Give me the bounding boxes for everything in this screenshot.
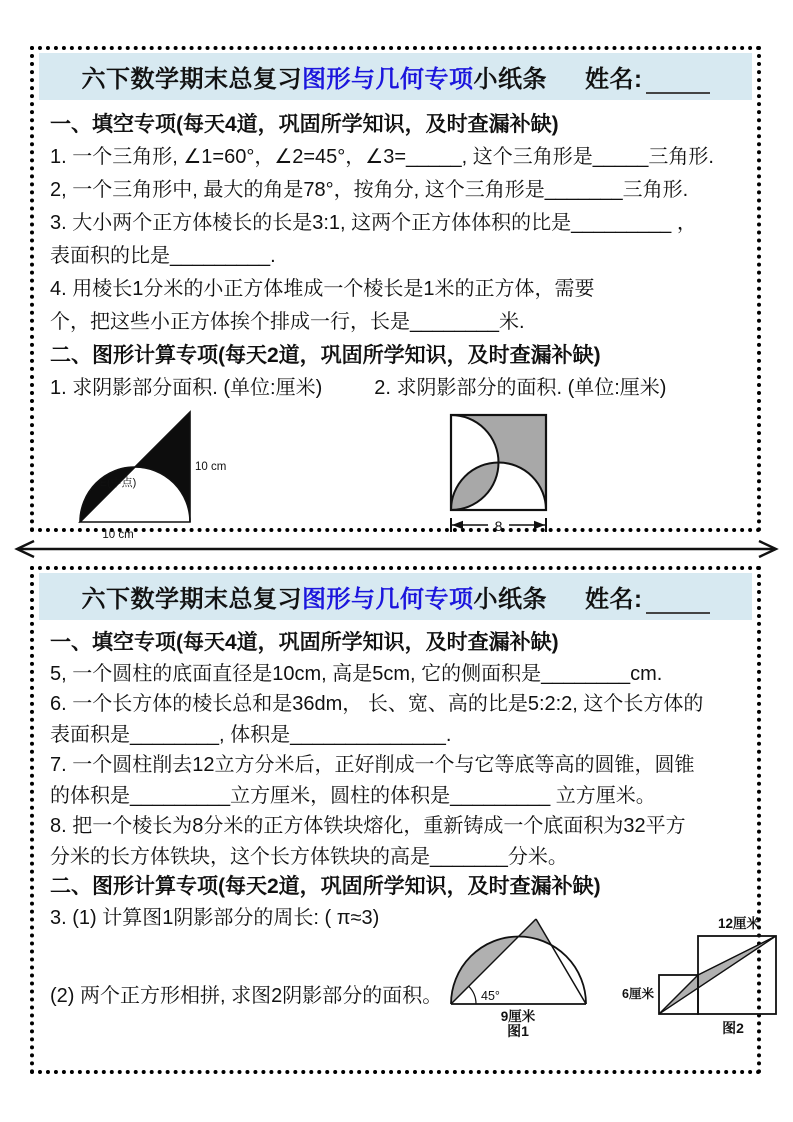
name-label: 姓名: — [585, 66, 643, 93]
worksheet-title-bar — [39, 53, 752, 100]
calc-question-3-part1: 3. (1) 计算图1阴影部分的周长: ( π≈3) — [50, 906, 380, 929]
calc-question-2: 2. 求阴影部分的面积. (单位:厘米) — [374, 377, 667, 399]
fill-blank-item: 个，把这些小正方体挨个排成一行，长是________米. — [50, 311, 525, 333]
fill-blank-item: 7. 一个圆柱削去12立方分米后，正好削成一个与它等底等高的圆锥，圆锥 — [50, 754, 695, 776]
base-dimension-label: 10 cm — [102, 529, 134, 541]
figure1-caption: 图1 — [507, 1023, 529, 1039]
figure-triangle-semicircle — [68, 407, 236, 544]
title-prefix: 六下数学期末总复习 — [81, 66, 302, 93]
figure-semicircle-45deg — [436, 896, 611, 1038]
figure-square-semicircles — [436, 407, 571, 537]
section2-heading: 二、图形计算专项(每天2道，巩固所学知识，及时查漏补缺) — [50, 875, 601, 898]
fill-blank-item: 2, 一个三角形中, 最大的角是78°，按角分, 这个三角形是_______三角形. — [50, 179, 689, 201]
cut-here-arrow-line — [0, 537, 793, 561]
worksheet-title-bar — [39, 573, 752, 620]
large-square-dimension-label: 12厘米 — [717, 916, 761, 931]
section1-heading: 一、填空专项(每天4道，巩固所学知识，及时查漏补缺) — [50, 113, 559, 136]
diameter-label: 9厘米 — [500, 1009, 536, 1024]
fill-blank-item: 3. 大小两个正方体棱长的长是3:1, 这两个正方体体积的比是_________ ， — [50, 212, 697, 234]
panel1-figures — [50, 407, 745, 544]
name-blank-line — [646, 588, 710, 614]
fill-blank-item: 4. 用棱长1分米的小正方体堆成一个棱长是1米的正方体，需要 — [50, 278, 595, 300]
small-square-dimension-label: 6厘米 — [622, 987, 654, 1001]
figure2-caption: 图2 — [722, 1020, 744, 1036]
name-blank-line — [646, 68, 710, 94]
title-suffix: 小纸条 — [473, 586, 547, 613]
angle-label: 45° — [481, 989, 500, 1003]
figure-two-squares — [621, 896, 781, 1038]
calc-question-1: 1. 求阴影部分面积. (单位:厘米) — [50, 377, 323, 399]
title-highlight: 图形与几何专项 — [302, 586, 474, 613]
fill-blank-item: 8. 把一个棱长为8分米的正方体铁块熔化，重新铸成一个底面积为32平方 — [50, 815, 686, 837]
name-label: 姓名: — [585, 586, 643, 613]
fill-blank-item: 分米的长方体铁块，这个长方体铁块的高是_______分米。 — [50, 845, 568, 868]
calc-question-3-part2: (2) 两个正方形相拼, 求图2阴影部分的面积。 — [50, 985, 443, 1007]
worksheet-card-top — [30, 46, 761, 541]
fill-blank-item: 的体积是_________立方厘米，圆柱的体积是_________ 立方厘米。 — [50, 784, 656, 807]
title-highlight: 图形与几何专项 — [302, 66, 474, 93]
worksheet-card-bottom — [30, 566, 761, 1074]
fill-blank-item: 表面积是________, 体积是______________. — [50, 723, 452, 746]
calc-question-row — [50, 372, 745, 405]
name-field — [585, 59, 710, 94]
name-field — [585, 579, 710, 614]
fill-blank-item: 表面积的比是_________. — [50, 245, 276, 267]
section2-heading: 二、图形计算专项(每天2道，巩固所学知识，及时查漏补缺) — [50, 344, 601, 367]
fill-blank-item: 6. 一个长方体的棱长总和是36dm， 长、宽、高的比是5:2:2, 这个长方体的 — [50, 693, 704, 715]
fill-blank-item: 1. 一个三角形, ∠1=60°，∠2=45°，∠3=_____, 这个三角形是_____三角形. — [50, 146, 714, 168]
height-dimension-label: 10 cm — [195, 461, 227, 473]
panel2-figures — [436, 896, 781, 1038]
section1-heading: 一、填空专项(每天4道，巩固所学知识，及时查漏补缺) — [50, 631, 559, 654]
title-prefix: 六下数学期末总复习 — [81, 586, 302, 613]
midpoint-label: E(中点) — [99, 477, 137, 489]
fill-blank-item: 5, 一个圆柱的底面直径是10cm, 高是5cm, 它的侧面积是________cm. — [50, 662, 663, 685]
title-suffix: 小纸条 — [473, 66, 547, 93]
width-dimension-label: 8 — [494, 518, 503, 534]
panel1-content — [34, 100, 757, 544]
